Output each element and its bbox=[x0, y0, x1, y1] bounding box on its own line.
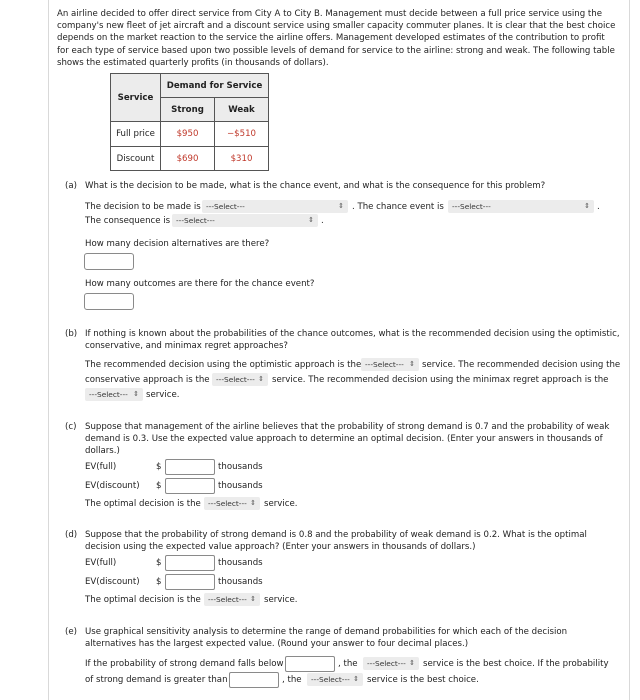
part-a-label: (a) bbox=[65, 181, 77, 191]
e-lower-select[interactable] bbox=[363, 657, 419, 670]
b-text-3: conservative approach is the bbox=[85, 375, 210, 385]
decision-select[interactable] bbox=[202, 200, 348, 213]
row-label-full-price: Full price bbox=[111, 122, 161, 147]
e-lower-probability-input[interactable] bbox=[285, 656, 335, 672]
e-text-5: , the bbox=[282, 675, 302, 685]
c-ev-full-label: EV(full) bbox=[85, 462, 117, 472]
chevron-updown-icon: ⇕ bbox=[338, 202, 344, 210]
chevron-updown-icon: ⇕ bbox=[308, 216, 314, 224]
b-text-2: service. The recommended decision using the bbox=[422, 360, 621, 370]
chance-select[interactable] bbox=[448, 200, 594, 213]
b-text-1: The recommended decision using the optimistic approach is the bbox=[85, 360, 362, 370]
c-optimal-text: The optimal decision is the bbox=[85, 499, 201, 509]
e-text-4: of strong demand is greater than bbox=[85, 675, 228, 685]
chevron-updown-icon: ⇕ bbox=[353, 675, 359, 683]
d-thousands-label: thousands bbox=[218, 577, 263, 587]
d-optimal-select[interactable] bbox=[204, 593, 260, 606]
select-value: ---Select--- bbox=[208, 595, 247, 604]
part-b-question: If nothing is known about the probabilities of the chance outcomes, what is the recommended decision using the optimistic, conservative, and minimax regret approaches? bbox=[85, 329, 620, 351]
select-value: ---Select--- bbox=[208, 499, 247, 508]
select-value: ---Select--- bbox=[176, 216, 215, 225]
cell-full-strong: $950 bbox=[161, 122, 215, 147]
select-value: ---Select--- bbox=[452, 202, 491, 211]
select-value: ---Select--- bbox=[216, 375, 255, 384]
chevron-updown-icon: ⇕ bbox=[250, 499, 256, 507]
chevron-updown-icon: ⇕ bbox=[133, 390, 139, 398]
outcomes-question: How many outcomes are there for the chance event? bbox=[85, 279, 315, 289]
select-value: ---Select--- bbox=[311, 675, 350, 684]
chevron-updown-icon: ⇕ bbox=[584, 202, 590, 210]
chance-text: . The chance event is bbox=[352, 202, 444, 212]
select-value: ---Select--- bbox=[89, 390, 128, 399]
chevron-updown-icon: ⇕ bbox=[409, 659, 415, 667]
d-optimal-text: The optimal decision is the bbox=[85, 595, 201, 605]
d-ev-full-label: EV(full) bbox=[85, 558, 117, 568]
b-text-5: service. bbox=[146, 390, 180, 400]
demand-header: Demand for Service bbox=[161, 74, 269, 98]
chevron-updown-icon: ⇕ bbox=[250, 595, 256, 603]
optimistic-select[interactable] bbox=[361, 358, 419, 371]
period: . bbox=[321, 216, 324, 226]
profit-table bbox=[110, 73, 269, 171]
d-service-text: service. bbox=[264, 595, 298, 605]
c-thousands-label: thousands bbox=[218, 481, 263, 491]
d-ev-discount-label: EV(discount) bbox=[85, 577, 140, 587]
d-dollar-sign: $ bbox=[156, 577, 162, 587]
e-text-2: , the bbox=[338, 659, 358, 669]
conservative-select[interactable] bbox=[212, 373, 268, 386]
c-ev-full-input[interactable] bbox=[165, 459, 215, 475]
c-thousands-label: thousands bbox=[218, 462, 263, 472]
c-dollar-sign: $ bbox=[156, 481, 162, 491]
select-value: ---Select--- bbox=[367, 659, 406, 668]
part-c-question: Suppose that management of the airline believes that the probability of strong demand is 0.7 and the probability of weak demand is 0.3. Use the expected value approach to determine an optimal decision. (Enter your answers in thousands of dollars.) bbox=[85, 422, 610, 456]
e-text-6: service is the best choice. bbox=[367, 675, 479, 685]
part-b-label: (b) bbox=[65, 329, 78, 339]
minimax-select[interactable] bbox=[85, 388, 143, 401]
chevron-updown-icon: ⇕ bbox=[409, 360, 415, 368]
e-text-1: If the probability of strong demand falls below bbox=[85, 659, 284, 669]
part-e-label: (e) bbox=[65, 627, 77, 637]
alternatives-input[interactable] bbox=[84, 253, 134, 270]
cell-discount-weak: $310 bbox=[215, 147, 269, 171]
strong-header: Strong bbox=[161, 98, 215, 122]
c-dollar-sign: $ bbox=[156, 462, 162, 472]
select-value: ---Select--- bbox=[206, 202, 245, 211]
part-d-label: (d) bbox=[65, 530, 78, 540]
b-text-4: service. The recommended decision using the minimax regret approach is the bbox=[272, 375, 609, 385]
part-c-label: (c) bbox=[65, 422, 77, 432]
c-ev-discount-input[interactable] bbox=[165, 478, 215, 494]
e-upper-probability-input[interactable] bbox=[229, 672, 279, 688]
d-dollar-sign: $ bbox=[156, 558, 162, 568]
c-optimal-select[interactable] bbox=[204, 497, 260, 510]
cell-full-weak: −$510 bbox=[215, 122, 269, 147]
outcomes-input[interactable] bbox=[84, 293, 134, 310]
weak-header: Weak bbox=[215, 98, 269, 122]
c-ev-discount-label: EV(discount) bbox=[85, 481, 140, 491]
e-upper-select[interactable] bbox=[307, 673, 363, 686]
c-service-text: service. bbox=[264, 499, 298, 509]
part-a-question: What is the decision to be made, what is the chance event, and what is the consequence for this problem? bbox=[85, 181, 546, 191]
d-thousands-label: thousands bbox=[218, 558, 263, 568]
period: . bbox=[597, 202, 600, 212]
consequence-select[interactable] bbox=[172, 214, 318, 227]
d-ev-full-input[interactable] bbox=[165, 555, 215, 571]
part-d-question: Suppose that the probability of strong demand is 0.8 and the probability of weak demand is 0.2. What is the optimal decision using the expected value approach? (Enter your answers in thousands of dollars.) bbox=[85, 530, 587, 552]
service-header: Service bbox=[111, 74, 161, 122]
select-value: ---Select--- bbox=[365, 360, 404, 369]
cell-discount-strong: $690 bbox=[161, 147, 215, 171]
decision-text: The decision to be made is bbox=[85, 202, 201, 212]
alternatives-question: How many decision alternatives are there? bbox=[85, 239, 270, 249]
problem-intro: An airline decided to offer direct service from City A to City B. Management must decide between a full price service using the company's new fleet of jet aircraft and a discount service using smaller capacity commuter planes. It is clear that the best choice depends on the market reaction to the service the airline offers. Management developed estimates of the contribution to profit for each type of service based upon two possible levels of demand for service to the airline: strong and weak. The following table shows the estimated quarterly profits (in thousands of dollars). bbox=[57, 9, 616, 68]
consequence-text: The consequence is bbox=[85, 216, 171, 226]
row-label-discount: Discount bbox=[111, 147, 161, 171]
part-e-question: Use graphical sensitivity analysis to determine the range of demand probabilities for which each of the decision alternatives has the largest expected value. (Round your answer to four decimal places.) bbox=[85, 627, 568, 649]
d-ev-discount-input[interactable] bbox=[165, 574, 215, 590]
chevron-updown-icon: ⇕ bbox=[258, 375, 264, 383]
e-text-3: service is the best choice. If the probability bbox=[423, 659, 609, 669]
